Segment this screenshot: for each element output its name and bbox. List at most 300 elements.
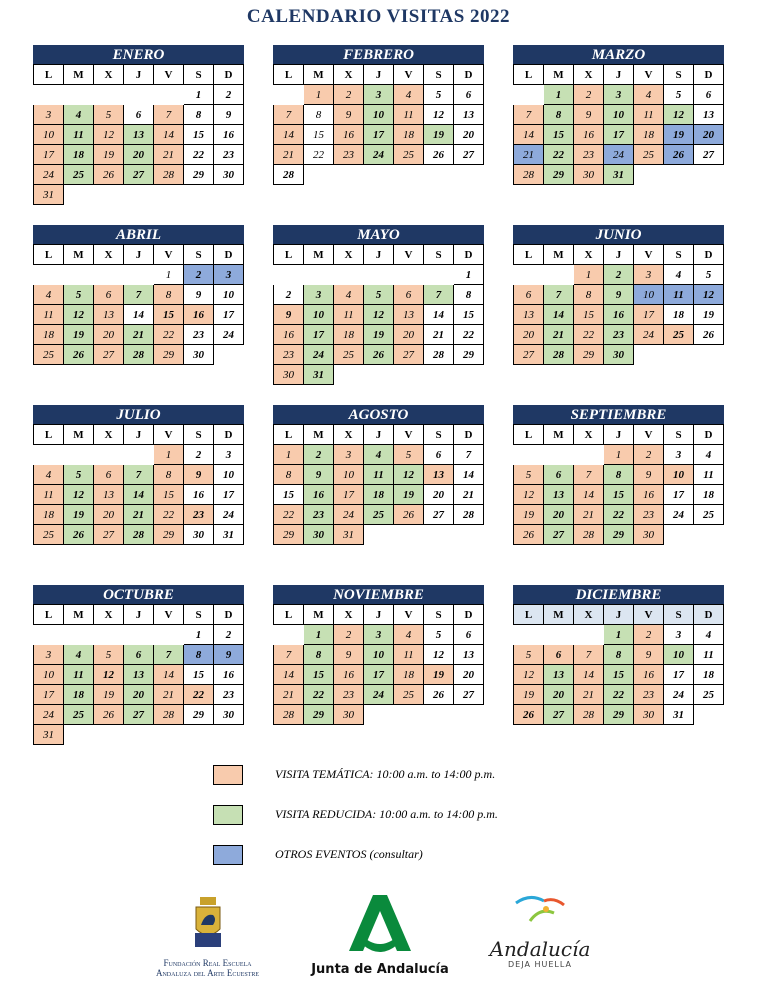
- empty-cell: [424, 705, 454, 725]
- weekday-label: S: [184, 425, 214, 445]
- weekday-label: M: [64, 245, 94, 265]
- day-cell: 20: [394, 325, 424, 345]
- weekday-label: D: [454, 65, 484, 85]
- day-cell: 28: [424, 345, 454, 365]
- day-cell: 22: [574, 325, 604, 345]
- day-cell: 2: [634, 625, 664, 645]
- week-row: [514, 485, 724, 505]
- day-cell: 9: [184, 285, 214, 305]
- day-cell: 29: [184, 165, 214, 185]
- weekday-label: M: [544, 65, 574, 85]
- weekday-label: L: [514, 65, 544, 85]
- weekday-label: V: [394, 425, 424, 445]
- day-cell: 3: [634, 265, 664, 285]
- weekday-label: S: [424, 605, 454, 625]
- day-cell: 17: [214, 305, 244, 325]
- day-cell: 7: [514, 105, 544, 125]
- day-cell: 27: [124, 705, 154, 725]
- weekday-label: V: [154, 245, 184, 265]
- empty-cell: [514, 85, 544, 105]
- day-cell: 9: [184, 465, 214, 485]
- day-cell: 25: [64, 165, 94, 185]
- day-cell: 13: [544, 485, 574, 505]
- day-cell: 4: [64, 645, 94, 665]
- empty-cell: [304, 165, 334, 185]
- weekday-label: J: [364, 245, 394, 265]
- day-cell: 17: [214, 485, 244, 505]
- month-diciembre: [513, 585, 724, 725]
- andalucia-wordmark: Andalucía: [489, 937, 591, 961]
- day-cell: 19: [694, 305, 724, 325]
- day-cell: 2: [184, 265, 214, 285]
- empty-cell: [424, 525, 454, 545]
- day-cell: 29: [304, 705, 334, 725]
- empty-cell: [124, 445, 154, 465]
- day-cell: 23: [334, 145, 364, 165]
- day-cell: 29: [574, 345, 604, 365]
- day-cell: 27: [454, 685, 484, 705]
- weekday-label: D: [214, 605, 244, 625]
- day-cell: 7: [274, 645, 304, 665]
- day-cell: 11: [394, 105, 424, 125]
- weekday-header-row: [34, 245, 244, 265]
- week-row: [514, 685, 724, 705]
- day-cell: 24: [34, 705, 64, 725]
- month-name: OCTUBRE: [33, 585, 244, 604]
- empty-cell: [394, 365, 424, 385]
- day-cell: 18: [394, 665, 424, 685]
- empty-cell: [454, 705, 484, 725]
- week-row: [514, 285, 724, 305]
- day-cell: 21: [514, 145, 544, 165]
- day-cell: 5: [394, 445, 424, 465]
- day-cell: 6: [454, 625, 484, 645]
- week-row: [514, 165, 724, 185]
- empty-cell: [544, 445, 574, 465]
- day-cell: 1: [154, 265, 184, 285]
- day-cell: 30: [574, 165, 604, 185]
- empty-cell: [634, 165, 664, 185]
- weekday-label: S: [664, 65, 694, 85]
- day-cell: 28: [544, 345, 574, 365]
- day-cell: 23: [304, 505, 334, 525]
- day-cell: 2: [574, 85, 604, 105]
- weekday-label: X: [94, 605, 124, 625]
- day-cell: 31: [34, 185, 64, 205]
- weekday-label: J: [604, 605, 634, 625]
- day-cell: 11: [34, 305, 64, 325]
- empty-cell: [124, 625, 154, 645]
- empty-cell: [334, 165, 364, 185]
- weekday-label: X: [94, 425, 124, 445]
- day-cell: 5: [94, 105, 124, 125]
- day-cell: 19: [64, 505, 94, 525]
- weekday-header-row: [274, 245, 484, 265]
- day-cell: 23: [604, 325, 634, 345]
- weekday-label: X: [334, 65, 364, 85]
- day-cell: 26: [364, 345, 394, 365]
- weekday-label: J: [124, 605, 154, 625]
- month-table: [33, 424, 244, 545]
- day-cell: 10: [634, 285, 664, 305]
- weekday-label: X: [574, 65, 604, 85]
- week-row: [34, 505, 244, 525]
- day-cell: 4: [634, 85, 664, 105]
- day-cell: 2: [304, 445, 334, 465]
- day-cell: 6: [514, 285, 544, 305]
- day-cell: 12: [94, 665, 124, 685]
- day-cell: 17: [34, 685, 64, 705]
- empty-cell: [64, 265, 94, 285]
- day-cell: 13: [94, 485, 124, 505]
- week-row: [514, 265, 724, 285]
- day-cell: 3: [334, 445, 364, 465]
- day-cell: 20: [94, 505, 124, 525]
- day-cell: 9: [334, 645, 364, 665]
- empty-cell: [34, 85, 64, 105]
- day-cell: 13: [694, 105, 724, 125]
- day-cell: 29: [184, 705, 214, 725]
- week-row: [274, 645, 484, 665]
- day-cell: 14: [124, 485, 154, 505]
- day-cell: 1: [304, 85, 334, 105]
- weekday-label: S: [424, 65, 454, 85]
- day-cell: 12: [514, 485, 544, 505]
- day-cell: 18: [634, 125, 664, 145]
- day-cell: 25: [334, 345, 364, 365]
- week-row: [274, 145, 484, 165]
- day-cell: 1: [454, 265, 484, 285]
- weekday-label: L: [514, 245, 544, 265]
- day-cell: 22: [274, 505, 304, 525]
- weekday-label: D: [694, 605, 724, 625]
- day-cell: 28: [574, 705, 604, 725]
- day-cell: 21: [544, 325, 574, 345]
- day-cell: 27: [124, 165, 154, 185]
- week-row: [514, 705, 724, 725]
- day-cell: 7: [124, 285, 154, 305]
- week-row: [34, 105, 244, 125]
- week-row: [274, 685, 484, 705]
- day-cell: 4: [64, 105, 94, 125]
- empty-cell: [694, 345, 724, 365]
- day-cell: 18: [694, 485, 724, 505]
- weekday-label: M: [304, 605, 334, 625]
- weekday-label: V: [394, 245, 424, 265]
- day-cell: 9: [274, 305, 304, 325]
- empty-cell: [394, 525, 424, 545]
- day-cell: 21: [154, 145, 184, 165]
- day-cell: 12: [514, 665, 544, 685]
- weekday-label: D: [694, 425, 724, 445]
- empty-cell: [394, 265, 424, 285]
- junta-emblem-icon: [345, 893, 415, 955]
- weekday-label: V: [634, 425, 664, 445]
- day-cell: 15: [304, 125, 334, 145]
- day-cell: 24: [214, 505, 244, 525]
- empty-cell: [124, 185, 154, 205]
- week-row: [274, 85, 484, 105]
- fundacion-name-line1: Fundación Real Escuela: [163, 958, 252, 968]
- day-cell: 18: [64, 145, 94, 165]
- weekday-label: J: [604, 245, 634, 265]
- day-cell: 15: [184, 125, 214, 145]
- day-cell: 10: [664, 465, 694, 485]
- day-cell: 25: [694, 505, 724, 525]
- coat-of-arms-icon: [191, 895, 225, 951]
- week-row: [34, 285, 244, 305]
- day-cell: 8: [274, 465, 304, 485]
- day-cell: 23: [334, 685, 364, 705]
- day-cell: 7: [424, 285, 454, 305]
- day-cell: 29: [544, 165, 574, 185]
- weekday-label: L: [274, 425, 304, 445]
- day-cell: 19: [424, 665, 454, 685]
- day-cell: 3: [364, 85, 394, 105]
- day-cell: 14: [574, 485, 604, 505]
- day-cell: 9: [604, 285, 634, 305]
- empty-cell: [394, 165, 424, 185]
- week-row: [274, 285, 484, 305]
- weekday-header-row: [34, 65, 244, 85]
- empty-cell: [124, 725, 154, 745]
- weekday-label: L: [514, 425, 544, 445]
- day-cell: 1: [184, 85, 214, 105]
- day-cell: 17: [364, 125, 394, 145]
- week-row: [514, 445, 724, 465]
- week-row: [274, 525, 484, 545]
- empty-cell: [364, 165, 394, 185]
- weekday-label: L: [514, 605, 544, 625]
- week-row: [274, 445, 484, 465]
- week-row: [34, 125, 244, 145]
- month-name: JUNIO: [513, 225, 724, 244]
- day-cell: 3: [214, 445, 244, 465]
- empty-cell: [64, 625, 94, 645]
- week-row: [34, 265, 244, 285]
- day-cell: 12: [394, 465, 424, 485]
- day-cell: 11: [694, 645, 724, 665]
- empty-cell: [34, 445, 64, 465]
- month-table: [273, 424, 484, 545]
- weekday-label: M: [64, 425, 94, 445]
- legend-swatch: [213, 845, 243, 865]
- week-row: [514, 505, 724, 525]
- day-cell: 29: [604, 705, 634, 725]
- day-cell: 21: [574, 505, 604, 525]
- day-cell: 11: [334, 305, 364, 325]
- day-cell: 26: [664, 145, 694, 165]
- week-row: [274, 325, 484, 345]
- day-cell: 14: [514, 125, 544, 145]
- weekday-label: S: [424, 425, 454, 445]
- day-cell: 27: [544, 705, 574, 725]
- day-cell: 2: [334, 625, 364, 645]
- day-cell: 13: [544, 665, 574, 685]
- day-cell: 4: [394, 85, 424, 105]
- month-enero: [33, 45, 244, 205]
- day-cell: 8: [574, 285, 604, 305]
- day-cell: 20: [544, 505, 574, 525]
- day-cell: 28: [274, 705, 304, 725]
- day-cell: 8: [184, 105, 214, 125]
- day-cell: 30: [334, 705, 364, 725]
- day-cell: 24: [214, 325, 244, 345]
- legend-label: VISITA REDUCIDA: 10:00 a.m. to 14:00 p.m.: [275, 807, 498, 821]
- day-cell: 8: [304, 645, 334, 665]
- day-cell: 19: [94, 685, 124, 705]
- day-cell: 13: [514, 305, 544, 325]
- day-cell: 31: [334, 525, 364, 545]
- day-cell: 14: [274, 665, 304, 685]
- day-cell: 31: [664, 705, 694, 725]
- week-row: [34, 685, 244, 705]
- day-cell: 23: [274, 345, 304, 365]
- day-cell: 31: [604, 165, 634, 185]
- day-cell: 23: [574, 145, 604, 165]
- week-row: [514, 85, 724, 105]
- empty-cell: [424, 365, 454, 385]
- day-cell: 21: [574, 685, 604, 705]
- week-row: [274, 305, 484, 325]
- month-name: NOVIEMBRE: [273, 585, 484, 604]
- day-cell: 8: [154, 285, 184, 305]
- day-cell: 14: [274, 125, 304, 145]
- andalucia-tagline: DEJA HUELLA: [508, 960, 572, 969]
- day-cell: 3: [34, 105, 64, 125]
- day-cell: 18: [694, 665, 724, 685]
- week-row: [34, 305, 244, 325]
- weekday-label: M: [304, 245, 334, 265]
- week-row: [34, 185, 244, 205]
- day-cell: 15: [604, 665, 634, 685]
- weekday-header-row: [274, 425, 484, 445]
- day-cell: 6: [124, 645, 154, 665]
- empty-cell: [694, 525, 724, 545]
- week-row: [274, 485, 484, 505]
- weekday-label: S: [664, 605, 694, 625]
- week-row: [34, 345, 244, 365]
- day-cell: 30: [634, 705, 664, 725]
- week-row: [274, 125, 484, 145]
- empty-cell: [544, 265, 574, 285]
- day-cell: 28: [124, 525, 154, 545]
- day-cell: 27: [94, 345, 124, 365]
- week-row: [514, 105, 724, 125]
- week-row: [514, 325, 724, 345]
- day-cell: 19: [364, 325, 394, 345]
- legend-swatch: [213, 765, 243, 785]
- day-cell: 18: [394, 125, 424, 145]
- week-row: [34, 625, 244, 645]
- day-cell: 4: [334, 285, 364, 305]
- week-row: [34, 725, 244, 745]
- day-cell: 22: [604, 685, 634, 705]
- weekday-label: D: [694, 65, 724, 85]
- weekday-label: L: [274, 605, 304, 625]
- day-cell: 21: [424, 325, 454, 345]
- day-cell: 26: [64, 345, 94, 365]
- weekday-label: L: [34, 425, 64, 445]
- week-row: [274, 105, 484, 125]
- weekday-label: S: [184, 245, 214, 265]
- weekday-label: V: [394, 65, 424, 85]
- day-cell: 25: [364, 505, 394, 525]
- empty-cell: [94, 725, 124, 745]
- empty-cell: [124, 265, 154, 285]
- week-row: [34, 85, 244, 105]
- day-cell: 8: [604, 645, 634, 665]
- day-cell: 16: [184, 305, 214, 325]
- month-name: JULIO: [33, 405, 244, 424]
- day-cell: 31: [214, 525, 244, 545]
- week-row: [514, 645, 724, 665]
- day-cell: 27: [544, 525, 574, 545]
- empty-cell: [424, 165, 454, 185]
- day-cell: 8: [184, 645, 214, 665]
- day-cell: 24: [604, 145, 634, 165]
- weekday-header-row: [514, 425, 724, 445]
- weekday-label: J: [364, 425, 394, 445]
- day-cell: 28: [154, 165, 184, 185]
- day-cell: 30: [604, 345, 634, 365]
- empty-cell: [334, 265, 364, 285]
- weekday-label: M: [544, 425, 574, 445]
- day-cell: 28: [154, 705, 184, 725]
- month-table: [513, 424, 724, 545]
- day-cell: 18: [64, 685, 94, 705]
- day-cell: 16: [334, 665, 364, 685]
- day-cell: 2: [274, 285, 304, 305]
- weekday-label: X: [94, 245, 124, 265]
- legend-swatch: [213, 805, 243, 825]
- day-cell: 26: [94, 705, 124, 725]
- day-cell: 21: [124, 505, 154, 525]
- day-cell: 14: [544, 305, 574, 325]
- day-cell: 16: [634, 485, 664, 505]
- day-cell: 14: [154, 125, 184, 145]
- weekday-label: D: [454, 425, 484, 445]
- day-cell: 17: [634, 305, 664, 325]
- day-cell: 16: [574, 125, 604, 145]
- week-row: [34, 485, 244, 505]
- empty-cell: [514, 265, 544, 285]
- weekday-label: J: [364, 65, 394, 85]
- day-cell: 2: [604, 265, 634, 285]
- empty-cell: [154, 725, 184, 745]
- day-cell: 28: [514, 165, 544, 185]
- empty-cell: [64, 85, 94, 105]
- empty-cell: [274, 625, 304, 645]
- month-septiembre: [513, 405, 724, 545]
- day-cell: 25: [64, 705, 94, 725]
- week-row: [514, 625, 724, 645]
- weekday-label: X: [334, 605, 364, 625]
- week-row: [34, 325, 244, 345]
- day-cell: 26: [64, 525, 94, 545]
- month-marzo: [513, 45, 724, 185]
- day-cell: 19: [394, 485, 424, 505]
- empty-cell: [634, 345, 664, 365]
- empty-cell: [34, 625, 64, 645]
- day-cell: 24: [634, 325, 664, 345]
- day-cell: 28: [454, 505, 484, 525]
- day-cell: 12: [664, 105, 694, 125]
- day-cell: 11: [694, 465, 724, 485]
- day-cell: 10: [34, 665, 64, 685]
- day-cell: 3: [214, 265, 244, 285]
- weekday-label: L: [34, 605, 64, 625]
